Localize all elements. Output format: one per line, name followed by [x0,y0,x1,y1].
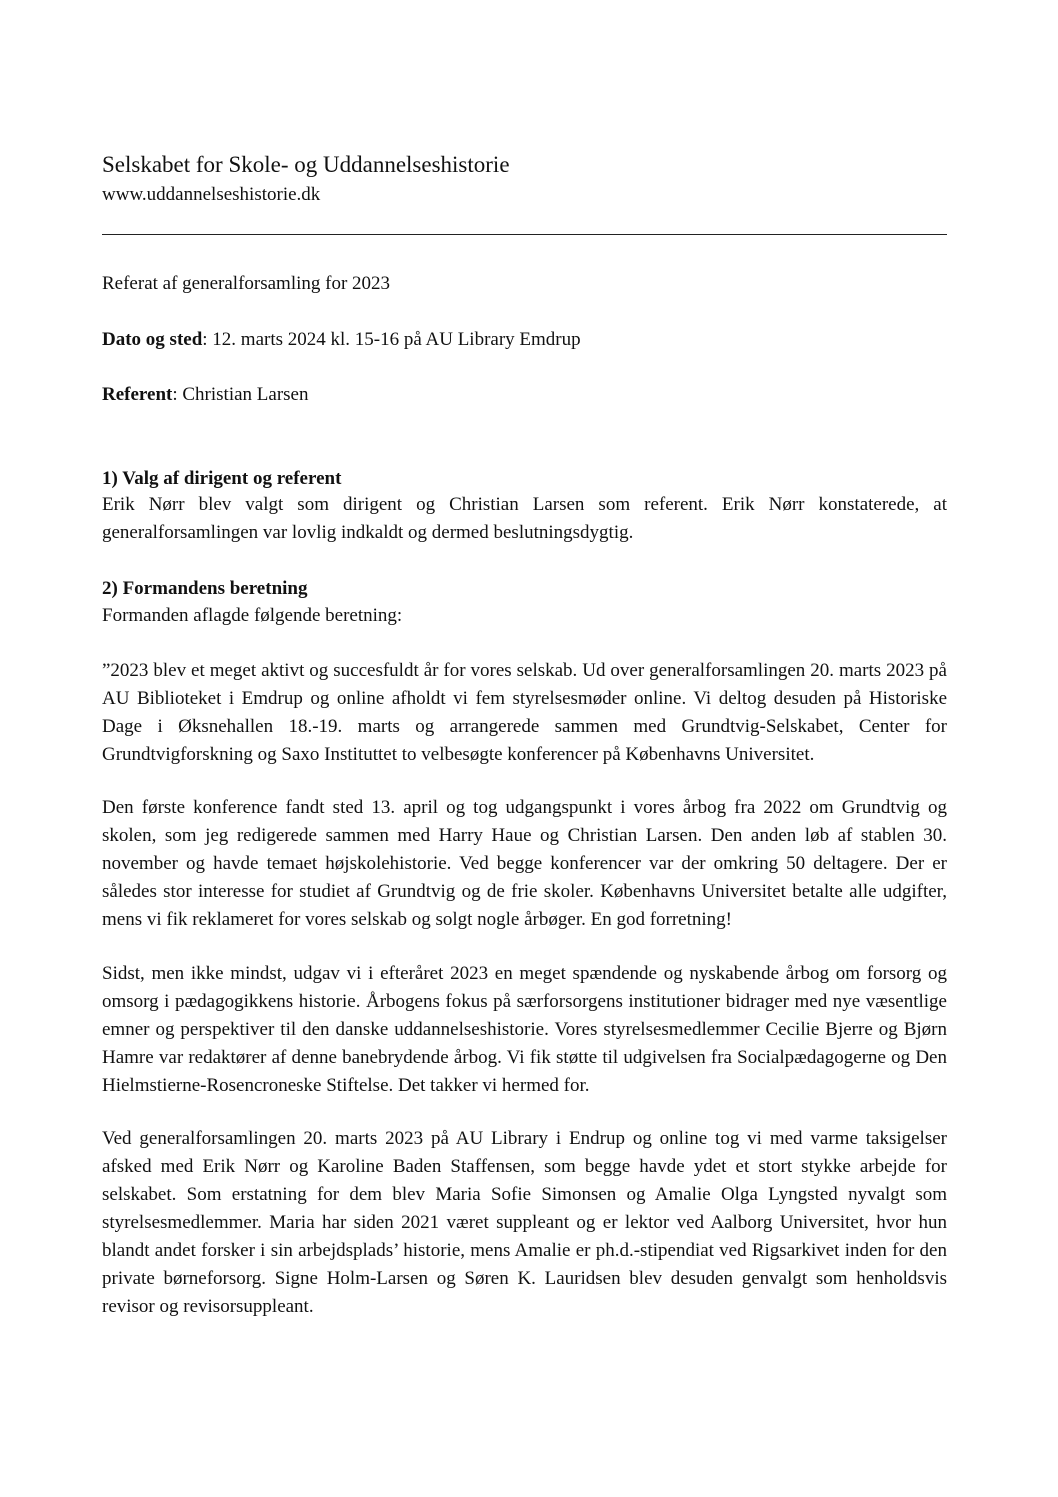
report-paragraph: ”2023 blev et meget aktivt og succesfuldt år for vores selskab. Ud over generalforsamlingen 20. marts 2023 på AU Biblioteket i Emdrup og online afholdt vi fem styrelsesmøder online. Vi deltog desuden på Historiske Dage i Øksnehallen 18.-19. marts og arrangerede sammen med Grundtvig-Selskabet, Center for Grundtvigforskning og Saxo Instituttet to velbesøgte konferencer på Københavns Universitet. [102,660,947,765]
organization-website: www.uddannelseshistorie.dk [102,184,321,205]
date-place-line [102,326,581,353]
date-place-value: : 12. marts 2024 kl. 15-16 på AU Library Emdrup [202,329,581,350]
report-paragraph: Den første konference fandt sted 13. april og tog udgangspunkt i vores årbog fra 2022 om Grundtvig og skolen, som jeg redigerede sammen med Harry Haue og Christian Larsen. Den anden løb af stablen 30. november og havde temaet højskolehistorie. Ved begge konferencer var der omkring 50 deltagere. Der er således stor interesse for studiet af Grundtvig og de frie skoler. Københavns Universitet betalte alle udgifter, mens vi fik reklameret for vores selskab og solgt nogle årbøger. En god forretning! [102,797,947,930]
referent-label: Referent [102,384,173,405]
report-paragraph: Sidst, men ikke mindst, udgav vi i efteråret 2023 en meget spændende og nyskabende årbog om forsorg og omsorg i pædagogikkens historie. Årbogens fokus på særforsorgens institutioner bidrager med nye væsentlige emner og perspektiver til den danske uddannelseshistorie. Vores styrelsesmedlemmer Cecilie Bjerre og Bjørn Hamre var redaktører af denne banebrydende årbog. Vi fik støtte til udgivelsen fra Socialpædagogerne og Den Hielmstierne-Rosencroneske Stiftelse. Det takker vi hermed for. [102,963,947,1096]
section-heading: 1) Valg af dirigent og referent [102,468,342,489]
section-heading: 2) Formandens beretning [102,578,308,599]
organization-name: Selskabet for Skole- og Uddannelseshistorie [102,152,510,177]
referent-value: : Christian Larsen [172,384,309,405]
date-place-label: Dato og sted [102,329,203,350]
header-divider [102,234,947,235]
referent-line [102,381,308,408]
section-body: Formanden aflagde følgende beretning: [102,605,403,626]
report-paragraph: Ved generalforsamlingen 20. marts 2023 på AU Library i Endrup og online tog vi med varme taksigelser afsked med Erik Nørr og Karoline Baden Staffensen, som begge havde ydet et stort stykke arbejde for selskabet. Som erstatning for dem blev Maria Sofie Simonsen og Amalie Olga Lyngsted nyvalgt som styrelsesmedlemmer. Maria har siden 2021 været suppleant og er lektor ved Aalborg Universitet, hvor hun blandt andet forsker i sin arbejdsplads’ historie, mens Amalie er ph.d.-stipendiat ved Rigsarkivet inden for den private børneforsorg. Signe Holm-Larsen og Søren K. Lauridsen blev desuden genvalgt som henholdsvis revisor og revisorsuppleant. [102,1128,947,1317]
document-title: Referat af generalforsamling for 2023 [102,273,391,294]
section-body: Erik Nørr blev valgt som dirigent og Christian Larsen som referent. Erik Nørr konstaterede, at generalforsamlingen var lovlig indkaldt og dermed beslutningsdygtig. [102,494,947,543]
